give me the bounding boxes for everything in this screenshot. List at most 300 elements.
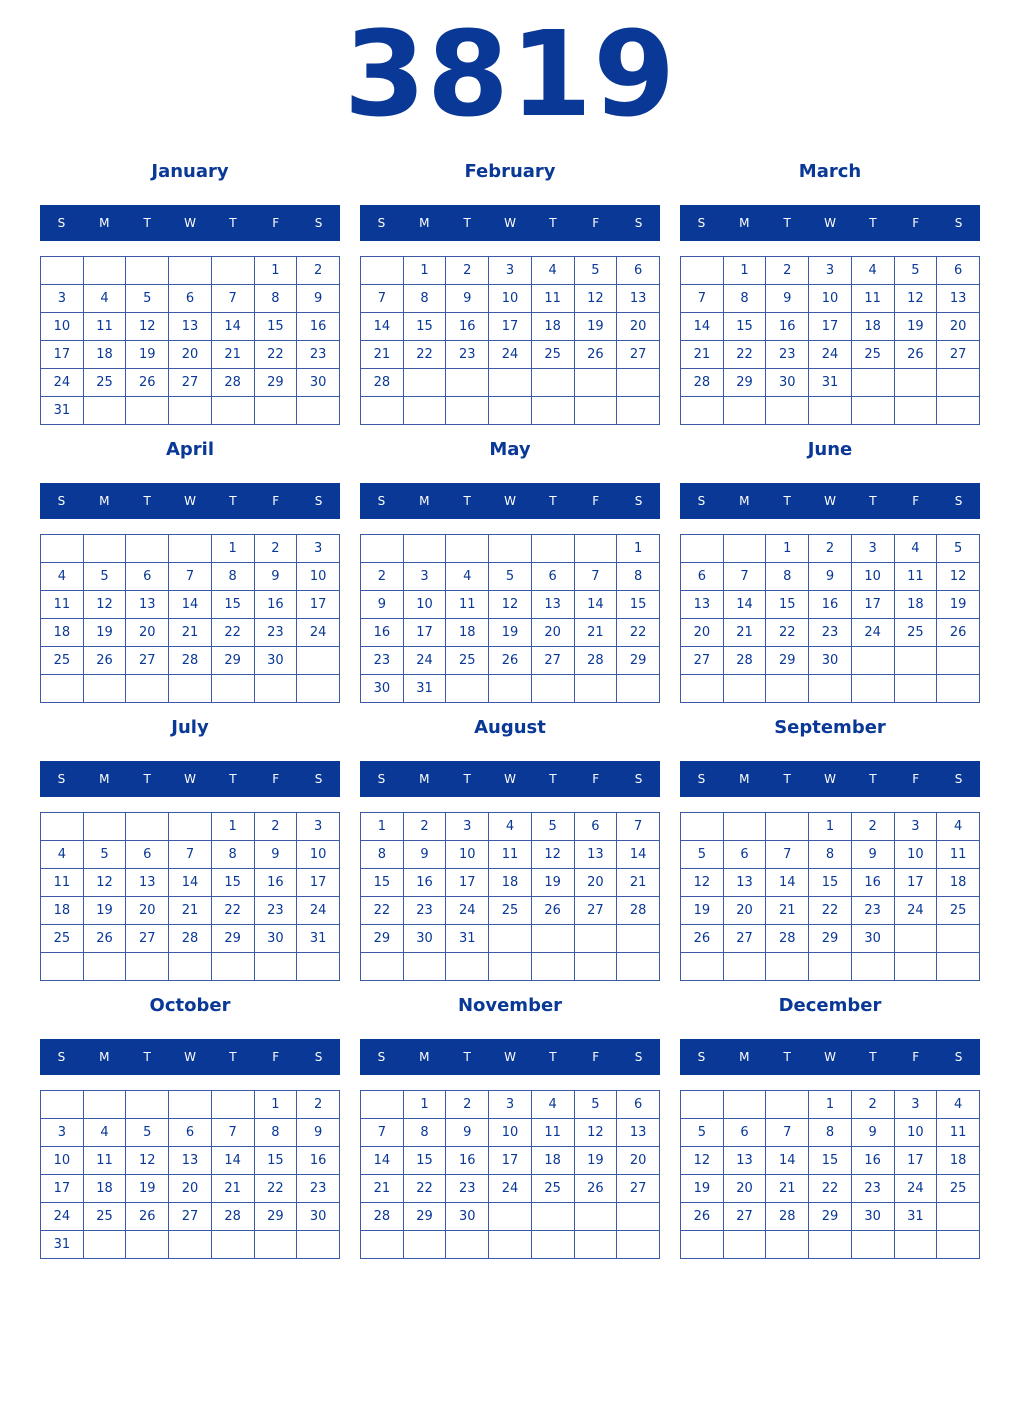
empty-day-cell bbox=[894, 397, 937, 425]
day-cell: 23 bbox=[403, 897, 446, 925]
day-cell: 14 bbox=[169, 591, 212, 619]
day-cell: 10 bbox=[809, 285, 852, 313]
weekday-label: F bbox=[592, 772, 600, 786]
day-cell: 5 bbox=[574, 257, 617, 285]
day-cell: 23 bbox=[297, 341, 340, 369]
week-row bbox=[361, 341, 660, 369]
empty-day-cell bbox=[574, 925, 617, 953]
day-cell: 18 bbox=[446, 619, 489, 647]
day-cell: 14 bbox=[574, 591, 617, 619]
day-cell: 24 bbox=[851, 619, 894, 647]
empty-day-cell bbox=[446, 1231, 489, 1259]
day-cell: 16 bbox=[297, 313, 340, 341]
day-cell: 4 bbox=[446, 563, 489, 591]
day-cell: 28 bbox=[766, 1203, 809, 1231]
day-cell: 15 bbox=[723, 313, 766, 341]
day-cell: 16 bbox=[809, 591, 852, 619]
day-cell: 6 bbox=[723, 841, 766, 869]
day-cell: 12 bbox=[83, 591, 126, 619]
day-cell: 7 bbox=[681, 285, 724, 313]
weekday-label: S bbox=[954, 494, 963, 508]
empty-day-cell bbox=[574, 675, 617, 703]
weekday-label: T bbox=[549, 1050, 557, 1064]
empty-day-cell bbox=[403, 1231, 446, 1259]
day-cell: 11 bbox=[531, 1119, 574, 1147]
day-cell: 15 bbox=[617, 591, 660, 619]
empty-day-cell bbox=[446, 535, 489, 563]
day-cell: 28 bbox=[361, 369, 404, 397]
month-days-grid bbox=[680, 1090, 980, 1259]
empty-day-cell bbox=[489, 953, 532, 981]
weekday-label: M bbox=[99, 1050, 110, 1064]
empty-day-cell bbox=[169, 1091, 212, 1119]
day-cell: 10 bbox=[41, 313, 84, 341]
weekday-label: F bbox=[912, 216, 920, 230]
day-cell: 30 bbox=[851, 1203, 894, 1231]
weekday-label: S bbox=[314, 1050, 323, 1064]
empty-day-cell bbox=[403, 397, 446, 425]
week-row bbox=[681, 313, 980, 341]
year-title: 3819 bbox=[343, 5, 677, 143]
day-cell: 24 bbox=[489, 341, 532, 369]
empty-day-cell bbox=[126, 397, 169, 425]
day-cell: 21 bbox=[723, 619, 766, 647]
day-cell: 30 bbox=[254, 647, 297, 675]
month-days-grid bbox=[360, 256, 660, 425]
week-row bbox=[681, 1119, 980, 1147]
week-row bbox=[681, 369, 980, 397]
empty-day-cell bbox=[446, 675, 489, 703]
day-cell: 8 bbox=[254, 1119, 297, 1147]
day-cell: 13 bbox=[126, 591, 169, 619]
weekday-label: S bbox=[377, 1050, 386, 1064]
empty-day-cell bbox=[617, 369, 660, 397]
day-cell: 3 bbox=[297, 813, 340, 841]
day-cell: 13 bbox=[617, 1119, 660, 1147]
day-cell: 7 bbox=[361, 285, 404, 313]
day-cell: 18 bbox=[851, 313, 894, 341]
day-cell: 14 bbox=[766, 1147, 809, 1175]
week-row bbox=[681, 897, 980, 925]
day-cell: 17 bbox=[894, 1147, 937, 1175]
week-row bbox=[681, 341, 980, 369]
day-cell: 17 bbox=[297, 869, 340, 897]
day-cell: 2 bbox=[851, 813, 894, 841]
weekday-label: S bbox=[634, 494, 643, 508]
day-cell: 6 bbox=[617, 1091, 660, 1119]
day-cell: 21 bbox=[361, 341, 404, 369]
day-cell: 9 bbox=[297, 1119, 340, 1147]
weekday-label: W bbox=[824, 216, 836, 230]
weekday-label: F bbox=[272, 216, 280, 230]
week-row bbox=[41, 341, 340, 369]
day-cell: 25 bbox=[937, 1175, 980, 1203]
week-row bbox=[41, 591, 340, 619]
day-cell: 13 bbox=[723, 869, 766, 897]
month-days-grid bbox=[40, 256, 340, 425]
day-cell: 25 bbox=[83, 369, 126, 397]
day-cell: 19 bbox=[894, 313, 937, 341]
empty-day-cell bbox=[403, 953, 446, 981]
day-cell: 11 bbox=[83, 313, 126, 341]
day-cell: 15 bbox=[254, 1147, 297, 1175]
weekday-label: S bbox=[57, 1050, 66, 1064]
empty-day-cell bbox=[126, 1231, 169, 1259]
week-row bbox=[681, 619, 980, 647]
empty-day-cell bbox=[489, 1231, 532, 1259]
day-cell: 18 bbox=[489, 869, 532, 897]
day-cell: 29 bbox=[211, 647, 254, 675]
day-cell: 6 bbox=[617, 257, 660, 285]
day-cell: 14 bbox=[211, 1147, 254, 1175]
empty-day-cell bbox=[937, 1231, 980, 1259]
empty-day-cell bbox=[489, 675, 532, 703]
day-cell: 31 bbox=[41, 397, 84, 425]
day-cell: 1 bbox=[766, 535, 809, 563]
empty-day-cell bbox=[617, 1231, 660, 1259]
day-cell: 12 bbox=[574, 285, 617, 313]
weekday-header bbox=[40, 1039, 340, 1075]
day-cell: 19 bbox=[83, 619, 126, 647]
empty-day-cell bbox=[617, 397, 660, 425]
month-days-grid bbox=[40, 812, 340, 981]
day-cell: 2 bbox=[254, 813, 297, 841]
weekday-label: S bbox=[954, 1050, 963, 1064]
empty-day-cell bbox=[766, 1091, 809, 1119]
day-cell: 13 bbox=[169, 313, 212, 341]
week-row bbox=[41, 953, 340, 981]
day-cell: 10 bbox=[297, 841, 340, 869]
day-cell: 31 bbox=[41, 1231, 84, 1259]
day-cell: 27 bbox=[126, 647, 169, 675]
day-cell: 17 bbox=[489, 1147, 532, 1175]
weekday-label: S bbox=[314, 494, 323, 508]
weekday-label: M bbox=[419, 1050, 430, 1064]
day-cell: 1 bbox=[723, 257, 766, 285]
empty-day-cell bbox=[531, 369, 574, 397]
day-cell: 11 bbox=[41, 869, 84, 897]
day-cell: 21 bbox=[766, 897, 809, 925]
week-row bbox=[681, 591, 980, 619]
month-days-grid bbox=[360, 534, 660, 703]
day-cell: 16 bbox=[254, 591, 297, 619]
day-cell: 12 bbox=[681, 869, 724, 897]
day-cell: 6 bbox=[531, 563, 574, 591]
weekday-label: M bbox=[419, 494, 430, 508]
empty-day-cell bbox=[681, 813, 724, 841]
weekday-label: M bbox=[99, 216, 110, 230]
day-cell: 16 bbox=[254, 869, 297, 897]
day-cell: 20 bbox=[169, 1175, 212, 1203]
day-cell: 13 bbox=[574, 841, 617, 869]
week-row bbox=[681, 841, 980, 869]
empty-day-cell bbox=[937, 675, 980, 703]
weekday-label: S bbox=[634, 1050, 643, 1064]
day-cell: 30 bbox=[297, 369, 340, 397]
day-cell: 13 bbox=[169, 1147, 212, 1175]
day-cell: 31 bbox=[446, 925, 489, 953]
week-row bbox=[361, 591, 660, 619]
day-cell: 27 bbox=[169, 1203, 212, 1231]
day-cell: 18 bbox=[531, 313, 574, 341]
week-row bbox=[681, 1147, 980, 1175]
empty-day-cell bbox=[126, 675, 169, 703]
empty-day-cell bbox=[681, 675, 724, 703]
weekday-label: W bbox=[184, 494, 196, 508]
day-cell: 11 bbox=[41, 591, 84, 619]
day-cell: 26 bbox=[574, 1175, 617, 1203]
day-cell: 18 bbox=[83, 341, 126, 369]
day-cell: 8 bbox=[723, 285, 766, 313]
weekday-label: S bbox=[57, 216, 66, 230]
week-row bbox=[41, 841, 340, 869]
day-cell: 18 bbox=[41, 619, 84, 647]
weekday-label: W bbox=[504, 1050, 516, 1064]
week-row bbox=[41, 1147, 340, 1175]
day-cell: 24 bbox=[297, 897, 340, 925]
week-row bbox=[681, 953, 980, 981]
day-cell: 23 bbox=[254, 619, 297, 647]
day-cell: 14 bbox=[766, 869, 809, 897]
weekday-label: T bbox=[869, 494, 877, 508]
empty-day-cell bbox=[297, 675, 340, 703]
day-cell: 25 bbox=[489, 897, 532, 925]
day-cell: 16 bbox=[851, 1147, 894, 1175]
day-cell: 7 bbox=[211, 1119, 254, 1147]
weekday-label: M bbox=[419, 772, 430, 786]
day-cell: 17 bbox=[403, 619, 446, 647]
day-cell: 27 bbox=[723, 925, 766, 953]
week-row bbox=[681, 869, 980, 897]
day-cell: 20 bbox=[937, 313, 980, 341]
day-cell: 3 bbox=[403, 563, 446, 591]
empty-day-cell bbox=[169, 953, 212, 981]
day-cell: 20 bbox=[617, 1147, 660, 1175]
month-days-grid bbox=[40, 1090, 340, 1259]
day-cell: 4 bbox=[83, 1119, 126, 1147]
empty-day-cell bbox=[169, 535, 212, 563]
day-cell: 14 bbox=[361, 1147, 404, 1175]
empty-day-cell bbox=[894, 953, 937, 981]
empty-day-cell bbox=[894, 675, 937, 703]
day-cell: 9 bbox=[361, 591, 404, 619]
empty-day-cell bbox=[83, 257, 126, 285]
day-cell: 2 bbox=[297, 257, 340, 285]
weekday-label: S bbox=[377, 772, 386, 786]
day-cell: 9 bbox=[254, 841, 297, 869]
day-cell: 4 bbox=[851, 257, 894, 285]
day-cell: 27 bbox=[126, 925, 169, 953]
empty-day-cell bbox=[681, 953, 724, 981]
month-days-grid bbox=[360, 1090, 660, 1259]
day-cell: 30 bbox=[446, 1203, 489, 1231]
day-cell: 14 bbox=[681, 313, 724, 341]
week-row bbox=[681, 1231, 980, 1259]
day-cell: 23 bbox=[446, 341, 489, 369]
empty-day-cell bbox=[531, 397, 574, 425]
weekday-label: S bbox=[57, 494, 66, 508]
day-cell: 28 bbox=[169, 925, 212, 953]
week-row bbox=[361, 897, 660, 925]
month-title: April bbox=[165, 439, 215, 460]
day-cell: 2 bbox=[403, 813, 446, 841]
day-cell: 15 bbox=[211, 869, 254, 897]
empty-day-cell bbox=[681, 1091, 724, 1119]
day-cell: 8 bbox=[809, 841, 852, 869]
week-row bbox=[681, 675, 980, 703]
empty-day-cell bbox=[83, 397, 126, 425]
empty-day-cell bbox=[617, 675, 660, 703]
weekday-label: S bbox=[697, 494, 706, 508]
empty-day-cell bbox=[169, 257, 212, 285]
day-cell: 16 bbox=[766, 313, 809, 341]
day-cell: 19 bbox=[937, 591, 980, 619]
empty-day-cell bbox=[41, 813, 84, 841]
day-cell: 1 bbox=[211, 535, 254, 563]
day-cell: 30 bbox=[361, 675, 404, 703]
day-cell: 11 bbox=[489, 841, 532, 869]
day-cell: 24 bbox=[41, 1203, 84, 1231]
weekday-label: T bbox=[869, 1050, 877, 1064]
day-cell: 10 bbox=[446, 841, 489, 869]
week-row bbox=[41, 1119, 340, 1147]
weekday-label: T bbox=[143, 1050, 151, 1064]
day-cell: 20 bbox=[617, 313, 660, 341]
week-row bbox=[681, 257, 980, 285]
day-cell: 5 bbox=[531, 813, 574, 841]
day-cell: 26 bbox=[531, 897, 574, 925]
day-cell: 24 bbox=[894, 1175, 937, 1203]
day-cell: 29 bbox=[361, 925, 404, 953]
day-cell: 30 bbox=[809, 647, 852, 675]
day-cell: 11 bbox=[937, 1119, 980, 1147]
day-cell: 11 bbox=[851, 285, 894, 313]
empty-day-cell bbox=[937, 397, 980, 425]
day-cell: 2 bbox=[446, 1091, 489, 1119]
day-cell: 1 bbox=[254, 257, 297, 285]
weekday-label: W bbox=[504, 216, 516, 230]
weekday-label: T bbox=[229, 772, 237, 786]
day-cell: 22 bbox=[766, 619, 809, 647]
empty-day-cell bbox=[41, 953, 84, 981]
day-cell: 25 bbox=[41, 647, 84, 675]
day-cell: 18 bbox=[894, 591, 937, 619]
empty-day-cell bbox=[169, 813, 212, 841]
weekday-label: T bbox=[463, 1050, 471, 1064]
empty-day-cell bbox=[851, 647, 894, 675]
day-cell: 12 bbox=[126, 313, 169, 341]
day-cell: 25 bbox=[531, 341, 574, 369]
empty-day-cell bbox=[809, 675, 852, 703]
day-cell: 21 bbox=[211, 341, 254, 369]
weekday-label: T bbox=[869, 216, 877, 230]
day-cell: 6 bbox=[126, 841, 169, 869]
month-title: March bbox=[798, 161, 862, 182]
empty-day-cell bbox=[937, 925, 980, 953]
weekday-label: M bbox=[739, 216, 750, 230]
empty-day-cell bbox=[489, 369, 532, 397]
week-row bbox=[681, 1091, 980, 1119]
empty-day-cell bbox=[361, 953, 404, 981]
week-row bbox=[361, 1175, 660, 1203]
week-row bbox=[41, 313, 340, 341]
day-cell: 16 bbox=[446, 313, 489, 341]
day-cell: 29 bbox=[254, 1203, 297, 1231]
day-cell: 6 bbox=[574, 813, 617, 841]
weekday-label: W bbox=[504, 494, 516, 508]
empty-day-cell bbox=[574, 535, 617, 563]
weekday-label: F bbox=[592, 216, 600, 230]
day-cell: 15 bbox=[766, 591, 809, 619]
day-cell: 29 bbox=[617, 647, 660, 675]
empty-day-cell bbox=[937, 369, 980, 397]
day-cell: 10 bbox=[894, 1119, 937, 1147]
day-cell: 25 bbox=[83, 1203, 126, 1231]
empty-day-cell bbox=[809, 953, 852, 981]
day-cell: 8 bbox=[766, 563, 809, 591]
day-cell: 25 bbox=[41, 925, 84, 953]
day-cell: 25 bbox=[531, 1175, 574, 1203]
day-cell: 11 bbox=[83, 1147, 126, 1175]
empty-day-cell bbox=[766, 813, 809, 841]
week-row bbox=[361, 285, 660, 313]
day-cell: 29 bbox=[809, 1203, 852, 1231]
day-cell: 28 bbox=[723, 647, 766, 675]
weekday-label: T bbox=[549, 494, 557, 508]
day-cell: 1 bbox=[809, 1091, 852, 1119]
month-days-grid bbox=[40, 534, 340, 703]
empty-day-cell bbox=[681, 535, 724, 563]
day-cell: 8 bbox=[361, 841, 404, 869]
month-title: November bbox=[457, 995, 563, 1016]
day-cell: 10 bbox=[851, 563, 894, 591]
day-cell: 14 bbox=[211, 313, 254, 341]
day-cell: 9 bbox=[254, 563, 297, 591]
empty-day-cell bbox=[617, 1203, 660, 1231]
week-row bbox=[361, 925, 660, 953]
day-cell: 5 bbox=[681, 1119, 724, 1147]
week-row bbox=[681, 1175, 980, 1203]
day-cell: 31 bbox=[403, 675, 446, 703]
day-cell: 3 bbox=[489, 1091, 532, 1119]
day-cell: 8 bbox=[617, 563, 660, 591]
day-cell: 12 bbox=[83, 869, 126, 897]
empty-day-cell bbox=[937, 953, 980, 981]
day-cell: 4 bbox=[894, 535, 937, 563]
month-title: May bbox=[489, 439, 531, 460]
weekday-label: F bbox=[912, 1050, 920, 1064]
day-cell: 28 bbox=[211, 369, 254, 397]
day-cell: 12 bbox=[894, 285, 937, 313]
week-row bbox=[361, 841, 660, 869]
empty-day-cell bbox=[446, 953, 489, 981]
empty-day-cell bbox=[83, 953, 126, 981]
empty-day-cell bbox=[297, 397, 340, 425]
empty-day-cell bbox=[489, 1203, 532, 1231]
empty-day-cell bbox=[361, 535, 404, 563]
empty-day-cell bbox=[361, 1091, 404, 1119]
day-cell: 8 bbox=[403, 1119, 446, 1147]
day-cell: 17 bbox=[41, 1175, 84, 1203]
day-cell: 5 bbox=[574, 1091, 617, 1119]
weekday-header bbox=[680, 205, 980, 241]
day-cell: 6 bbox=[937, 257, 980, 285]
day-cell: 12 bbox=[126, 1147, 169, 1175]
day-cell: 24 bbox=[297, 619, 340, 647]
day-cell: 20 bbox=[126, 897, 169, 925]
day-cell: 13 bbox=[937, 285, 980, 313]
weekday-label: M bbox=[739, 772, 750, 786]
